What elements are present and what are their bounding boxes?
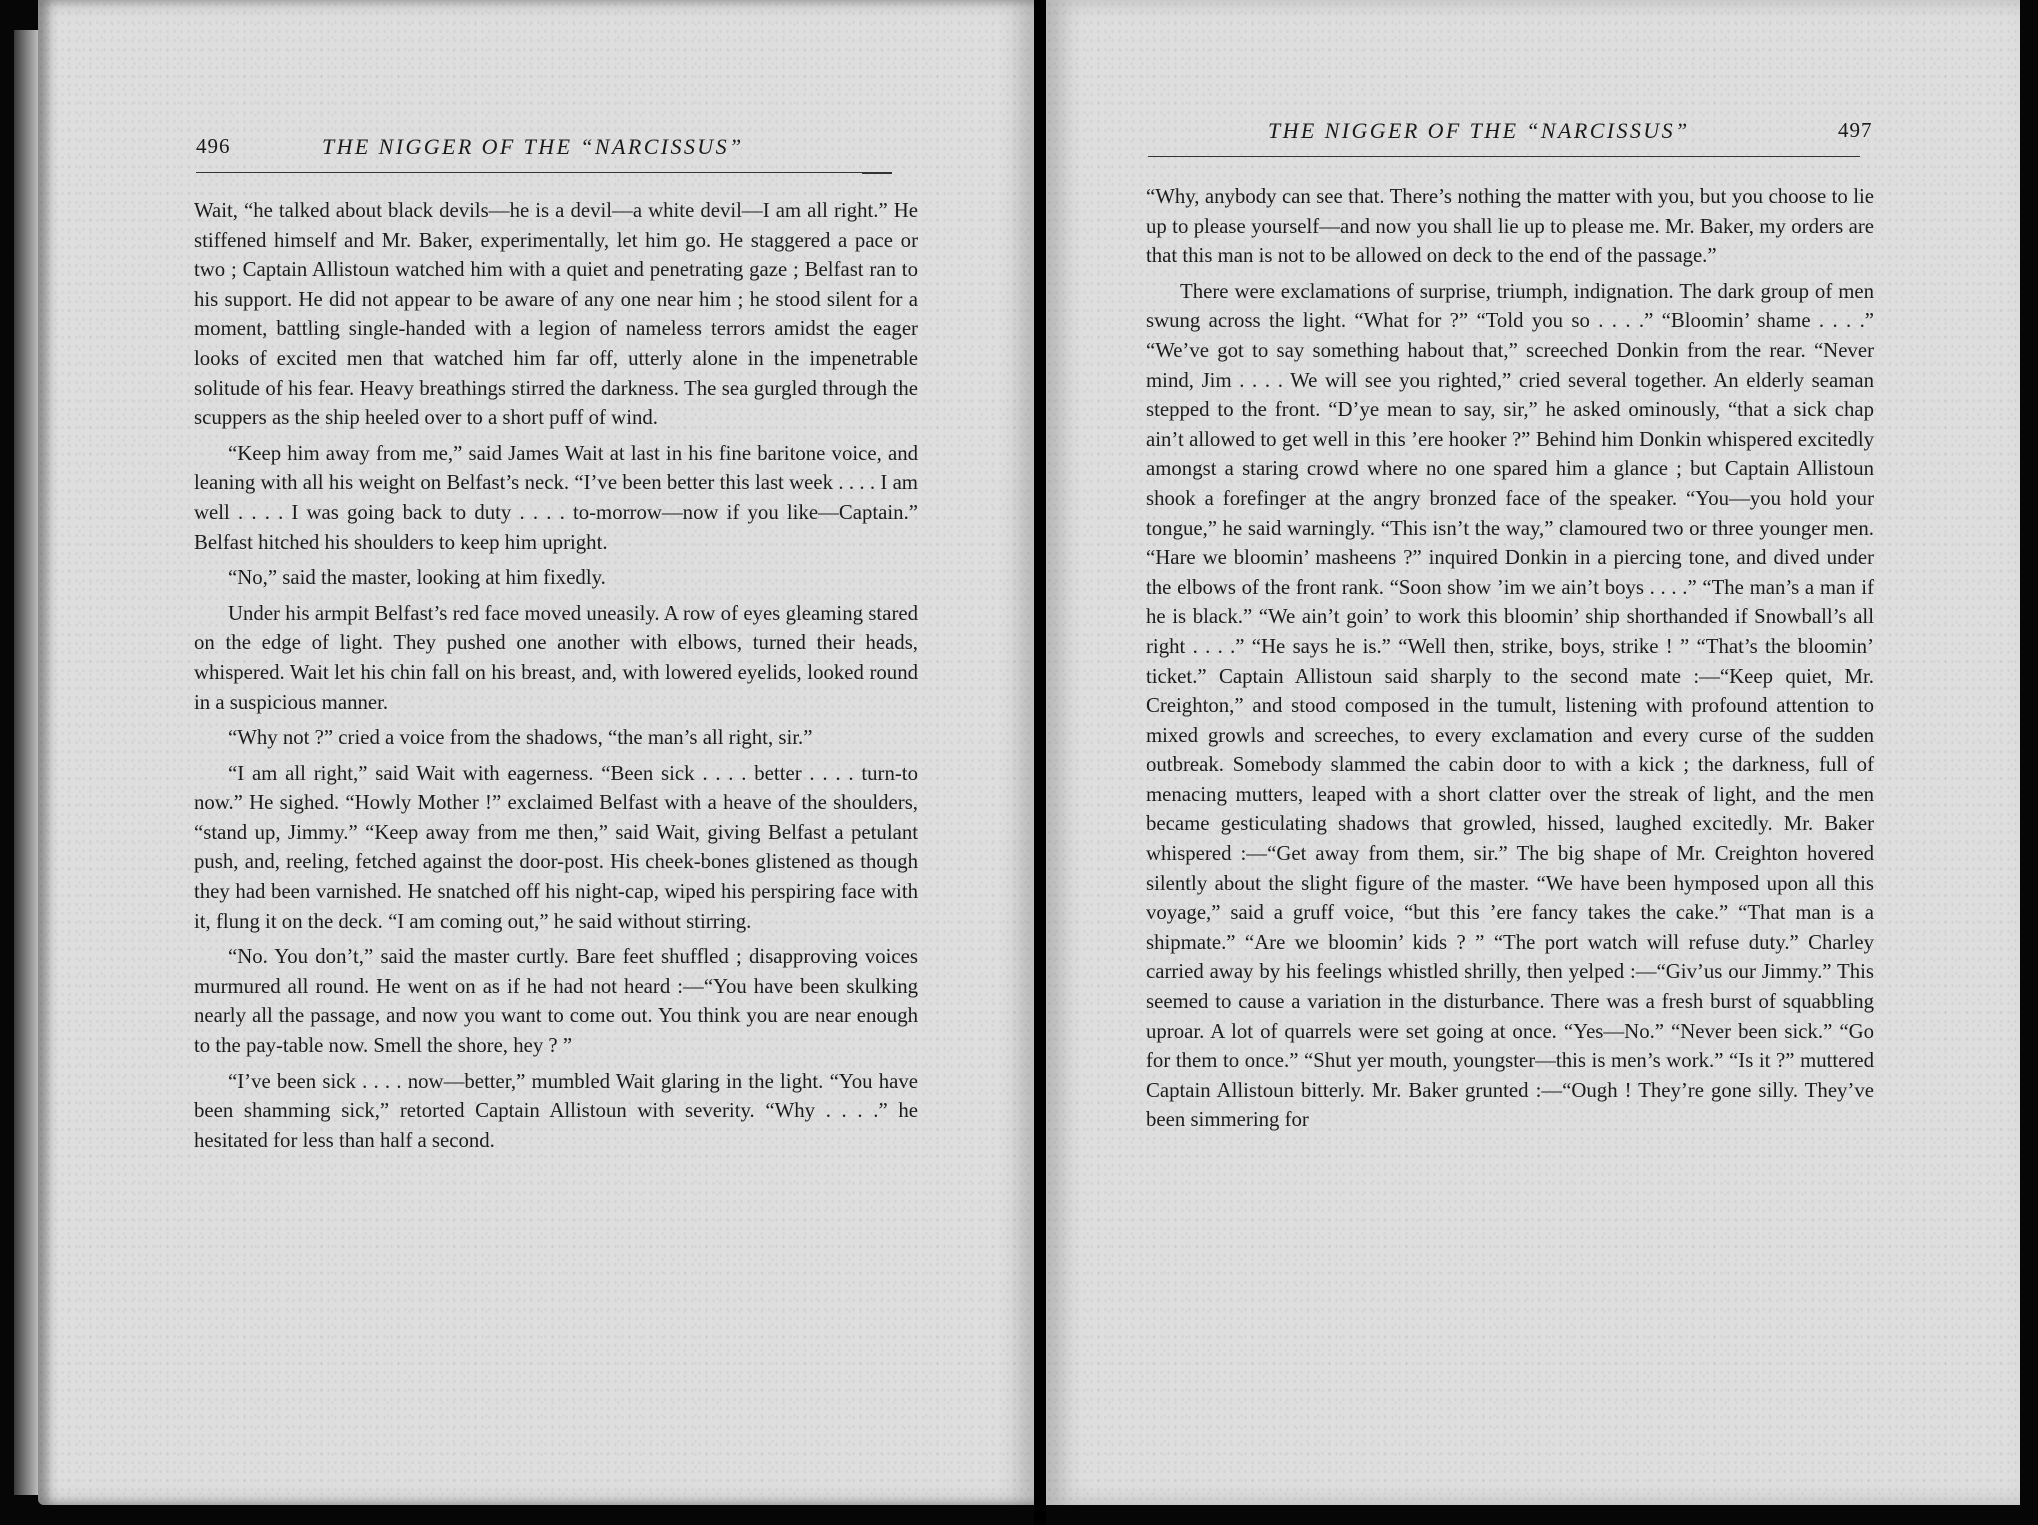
left-paragraph-6: “I am all right,” said Wait with eagerness. “Been sick . . . . better . . . . turn-to now.” He sighed. “Howly Mother !” exclaimed Belfast with a heave of the shoulders, “stand up, Jimmy.” “Keep away from me then,” said Wait, giving Belfast a petulant push, and, reeling, fetched against the door-post. His cheek-bones glistened as though they had been varnished. He snatched off his night-cap, wiped his perspiring face with it, flung it on the deck. “I am coming out,” he said without stirring. bbox=[194, 761, 918, 933]
right-header-rule bbox=[1148, 156, 1860, 157]
left-paragraph-2: “Keep him away from me,” said James Wait at last in his fine baritone voice, and leaning with all his weight on Belfast’s neck. “I’ve been better this last week . . . . I am well . . . . I was going back to duty . . . . to-morrow—now if you like—Captain.” Belfast hitched his shoulders to keep him upright. bbox=[194, 441, 918, 554]
left-paragraph-1: Wait, “he talked about black devils—he is a devil—a white devil—I am all right.” He stiffened himself and Mr. Baker, experimentally, let him go. He staggered a pace or two ; Captain Allistoun watched him with a quiet and penetrating gaze ; Belfast ran to his support. He did not appear to be aware of any one near him ; he stood silent for a moment, battling single-handed with a legion of nameless terrors amidst the eager looks of excited men that watched him far off, utterly alone in the impenetrable solitude of his fear. Heavy breathings stirred the darkness. The sea gurgled through the scuppers as the ship heeled over to a short puff of wind. bbox=[194, 199, 918, 430]
left-paragraph-3: “No,” said the master, looking at him fixedly. bbox=[228, 566, 606, 590]
left-page-body bbox=[194, 196, 918, 1155]
left-header-rule-short bbox=[862, 172, 892, 174]
left-paragraph-8: “I’ve been sick . . . . now—better,” mumbled Wait glaring in the light. “You have been shamming sick,” retorted Captain Allistoun with severity. “Why . . . .” he hesitated for less than half a second. bbox=[194, 1069, 918, 1152]
right-running-head: THE NIGGER OF THE “NARCISSUS” bbox=[1268, 118, 1690, 143]
right-page-number: 497 bbox=[1838, 118, 1873, 142]
left-header-rule bbox=[196, 172, 892, 173]
left-page bbox=[38, 0, 1034, 1505]
left-running-head: THE NIGGER OF THE “NARCISSUS” bbox=[322, 134, 744, 159]
left-paragraph-7: “No. You don’t,” said the master curtly. Bare feet shuffled ; disapproving voices murmured all round. He went on as if he had not heard :—“You have been skulking nearly all the passage, and now you want to come out. You think you are near enough to the pay-table now. Smell the shore, hey ? ” bbox=[194, 945, 918, 1058]
left-paragraph-4: Under his armpit Belfast’s red face moved uneasily. A row of eyes gleaming stared on the edge of light. They pushed one another with elbows, turned their heads, whispered. Wait let his chin fall on his breast, and, with lowered eyelids, looked round in a suspicious manner. bbox=[194, 601, 918, 714]
right-page-body bbox=[1146, 182, 1874, 1135]
right-paragraph-2: There were exclamations of surprise, triumph, indignation. The dark group of men swung across the light. “What for ?” “Told you so . . . .” “Bloomin’ shame . . . .” “We’ve got to say something habout that,” screeched Donkin from the rear. “Never mind, Jim . . . . We will see you righted,” cried several together. An elderly seaman stepped to the front. “D’ye mean to say, sir,” he asked ominously, “that a sick chap ain’t allowed to get well in this ’ere hooker ?” Behind him Donkin whispered excitedly amongst a staring crowd where no one spared him a glance ; but Captain Allistoun shook a forefinger at the angry bronzed face of the speaker. “You—you hold your tongue,” he said warningly. “This isn’t the way,” clamoured two or three younger men. “Hare we bloomin’ masheens ?” inquired Donkin in a piercing tone, and dived under the elbows of the front rank. “Soon show ’im we ain’t boys . . . .” “The man’s a man if he is black.” “We ain’t goin’ to work this bloomin’ ship shorthanded if Snowball’s all right . . . .” “He says he is.” “Well then, strike, boys, strike ! ” “That’s the bloomin’ ticket.” Captain Allistoun said sharply to the second mate :—“Keep quiet, Mr. Creighton,” and stood composed in the tumult, listening with profound attention to mixed growls and screeches, to every exclamation and every curse of the sudden outbreak. Somebody slammed the cabin door to with a kick ; the darkness, full of menacing mutters, leaped with a short clatter over the streak of light, and the men became gesticulating shadows that growled, hissed, laughed excitedly. Mr. Baker whispered :—“Get away from them, sir.” The big shape of Mr. Creighton hovered silently about the slight figure of the master. “We have been hymposed upon all this voyage,” said a gruff voice, “but this ’ere fancy takes the cake.” “That man is a shipmate.” “Are we bloomin’ kids ? ” “The port watch will refuse duty.” Charley carried away by his feelings whistled shrilly, then yelped :—“Giv’us our Jimmy.” This seemed to cause a variation in the disturbance. There was a fresh burst of squabbling uproar. A lot of quarrels were set going at once. “Yes—No.” “Never been sick.” “Go for them to once.” “Shut yer mouth, youngster—this is men’s work.” “Is it ?” muttered Captain Allistoun bitterly. Mr. Baker grunted :—“Ough ! They’re gone silly. They’ve been simmering for bbox=[1146, 279, 1874, 1132]
left-page-header bbox=[38, 134, 1034, 164]
left-paragraph-5: “Why not ?” cried a voice from the shadows, “the man’s all right, sir.” bbox=[228, 726, 813, 750]
right-page bbox=[1046, 0, 2020, 1505]
right-page-header bbox=[1046, 118, 2020, 148]
right-paragraph-1: “Why, anybody can see that. There’s nothing the matter with you, but you choose to lie up to please yourself—and now you shall lie up to please me. Mr. Baker, my orders are that this man is not to be allowed on deck to the end of the passage.” bbox=[1146, 185, 1874, 268]
left-page-number: 496 bbox=[196, 134, 231, 158]
book-gutter bbox=[1034, 0, 1046, 1525]
